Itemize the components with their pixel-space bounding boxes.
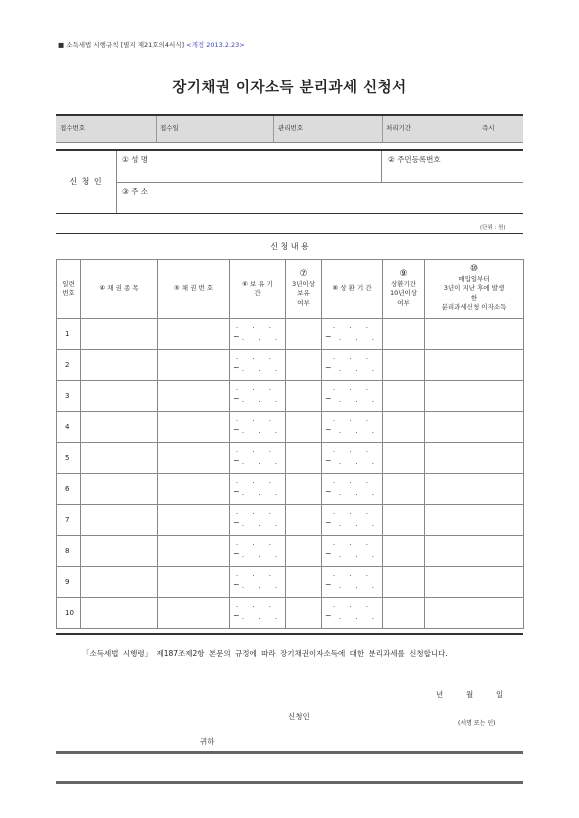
col-bond-number: ⑤ 채 권 번 호 <box>158 260 230 319</box>
separate-interest-cell[interactable] <box>425 536 524 567</box>
ten-year-cell[interactable] <box>383 381 425 412</box>
holding-period-cell[interactable]: · · · ~ · · · <box>230 443 286 474</box>
table-row <box>57 381 524 412</box>
three-year-cell[interactable] <box>286 598 322 629</box>
page-title: 장기채권 이자소득 분리과세 신청서 <box>172 80 407 96</box>
row-number: 6 <box>57 474 81 505</box>
applicant-section-label: 신 청 인 <box>69 177 103 186</box>
three-year-cell[interactable] <box>286 381 322 412</box>
receipt-info-bar <box>56 114 523 143</box>
three-year-cell[interactable] <box>286 536 322 567</box>
form-reference-text: ■ 소득세법 시행규칙 [별지 제21호의4서식] <box>58 41 187 49</box>
receipt-number-label: 접수번호 <box>60 124 86 132</box>
row-number: 8 <box>57 536 81 567</box>
col-serial-number: 일련 번호 <box>57 260 81 319</box>
bond-type-cell[interactable] <box>81 443 158 474</box>
bond-number-cell[interactable] <box>158 443 230 474</box>
separate-interest-cell[interactable] <box>425 567 524 598</box>
address-field-label[interactable]: ③ 주 소 <box>122 187 148 196</box>
three-year-cell[interactable] <box>286 474 322 505</box>
holding-period-cell[interactable]: · · · ~ · · · <box>230 536 286 567</box>
holding-period-cell[interactable]: · · · ~ · · · <box>230 598 286 629</box>
holding-period-cell[interactable]: · · · ~ · · · <box>230 412 286 443</box>
separate-interest-cell[interactable] <box>425 412 524 443</box>
redemption-period-cell[interactable]: · · · ~ · · · <box>322 598 383 629</box>
holding-period-cell[interactable]: · · · ~ · · · <box>230 505 286 536</box>
ten-year-cell[interactable] <box>383 319 425 350</box>
row-number: 5 <box>57 443 81 474</box>
separate-interest-cell[interactable] <box>425 505 524 536</box>
col-holding-period: ⑥ 보 유 기 간 <box>230 260 286 319</box>
application-statement: 「소득세법 시행령」 제187조제2항 본문의 규정에 따라 장기채권이자소득에 대한 분리과세를 신청합니다. <box>82 649 448 658</box>
month-label[interactable]: 월 <box>466 690 474 699</box>
ten-year-cell[interactable] <box>383 536 425 567</box>
three-year-cell[interactable] <box>286 412 322 443</box>
bond-number-cell[interactable] <box>158 567 230 598</box>
rule <box>56 233 523 234</box>
signature-note[interactable]: (서명 또는 인) <box>458 720 496 727</box>
table-row <box>57 474 524 505</box>
bond-details-table <box>56 259 524 629</box>
bond-number-cell[interactable] <box>158 598 230 629</box>
row-number: 10 <box>57 598 81 629</box>
holding-period-cell[interactable]: · · · ~ · · · <box>230 319 286 350</box>
divider <box>382 116 383 142</box>
three-year-cell[interactable] <box>286 505 322 536</box>
table-row <box>57 412 524 443</box>
ten-year-cell[interactable] <box>383 474 425 505</box>
bond-number-cell[interactable] <box>158 505 230 536</box>
bond-type-cell[interactable] <box>81 381 158 412</box>
bond-type-cell[interactable] <box>81 567 158 598</box>
table-row <box>57 536 524 567</box>
row-number: 4 <box>57 412 81 443</box>
signer-label: 신청인 <box>288 712 310 721</box>
unit-note: (단위 : 원) <box>480 225 506 231</box>
bond-type-cell[interactable] <box>81 505 158 536</box>
redemption-period-cell[interactable]: · · · ~ · · · <box>322 350 383 381</box>
processing-period-value: 즉시 <box>482 124 495 132</box>
table-row <box>57 443 524 474</box>
bond-type-cell[interactable] <box>81 350 158 381</box>
holding-period-cell[interactable]: · · · ~ · · · <box>230 474 286 505</box>
bond-number-cell[interactable] <box>158 381 230 412</box>
processing-period-label: 처리기간 <box>386 124 412 132</box>
ten-year-cell[interactable] <box>383 505 425 536</box>
bond-number-cell[interactable] <box>158 536 230 567</box>
divider <box>273 116 274 142</box>
addressee-label: 귀하 <box>200 737 215 746</box>
col-three-year-holding: ⑦ 3년이상 보유 여부 <box>286 260 322 319</box>
bond-number-cell[interactable] <box>158 350 230 381</box>
receipt-date-label: 접수일 <box>160 124 179 132</box>
separate-interest-cell[interactable] <box>425 381 524 412</box>
rule <box>56 213 523 214</box>
bond-number-cell[interactable] <box>158 474 230 505</box>
row-number: 7 <box>57 505 81 536</box>
separate-interest-cell[interactable] <box>425 598 524 629</box>
redemption-period-cell[interactable]: · · · ~ · · · <box>322 474 383 505</box>
separate-interest-cell[interactable] <box>425 443 524 474</box>
redemption-period-cell[interactable]: · · · ~ · · · <box>322 381 383 412</box>
bond-type-cell[interactable] <box>81 319 158 350</box>
ten-year-cell[interactable] <box>383 350 425 381</box>
rule <box>56 751 523 754</box>
col-bond-type: ④ 채 권 종 목 <box>81 260 158 319</box>
details-title: 신 청 내 용 <box>270 242 309 251</box>
rule <box>116 182 523 183</box>
holding-period-cell[interactable]: · · · ~ · · · <box>230 350 286 381</box>
separate-interest-cell[interactable] <box>425 319 524 350</box>
three-year-cell[interactable] <box>286 443 322 474</box>
three-year-cell[interactable] <box>286 350 322 381</box>
divider <box>381 151 382 182</box>
ten-year-cell[interactable] <box>383 443 425 474</box>
rule <box>56 149 523 151</box>
row-number: 9 <box>57 567 81 598</box>
bond-type-cell[interactable] <box>81 598 158 629</box>
ten-year-cell[interactable] <box>383 598 425 629</box>
rule <box>56 633 523 635</box>
redemption-period-cell[interactable]: · · · ~ · · · <box>322 567 383 598</box>
redemption-period-cell[interactable]: · · · ~ · · · <box>322 319 383 350</box>
name-field-label[interactable]: ① 성 명 <box>122 155 148 164</box>
ten-year-cell[interactable] <box>383 567 425 598</box>
holding-period-cell[interactable]: · · · ~ · · · <box>230 381 286 412</box>
col-separate-taxation-interest: ⑩ 매입일부터 3년이 지난 후에 발생 한 분리과세신청 이자소득 <box>425 260 524 319</box>
three-year-cell[interactable] <box>286 319 322 350</box>
table-row <box>57 505 524 536</box>
redemption-period-cell[interactable]: · · · ~ · · · <box>322 443 383 474</box>
management-number-label: 관리번호 <box>278 124 304 132</box>
resident-number-field-label[interactable]: ② 주민등록번호 <box>388 155 441 164</box>
bond-number-cell[interactable] <box>158 412 230 443</box>
day-label[interactable]: 일 <box>496 690 504 699</box>
table-row <box>57 319 524 350</box>
col-ten-year-redemption: ⑨ 상환기간 10년이상 여부 <box>383 260 425 319</box>
rule <box>56 781 523 784</box>
separate-interest-cell[interactable] <box>425 350 524 381</box>
bond-type-cell[interactable] <box>81 412 158 443</box>
separate-interest-cell[interactable] <box>425 474 524 505</box>
three-year-cell[interactable] <box>286 567 322 598</box>
table-header-row <box>57 260 524 319</box>
redemption-period-cell[interactable]: · · · ~ · · · <box>322 505 383 536</box>
year-label[interactable]: 년 <box>436 690 444 699</box>
redemption-period-cell[interactable]: · · · ~ · · · <box>322 412 383 443</box>
revision-date: <개정 2013.2.23> <box>186 41 245 49</box>
form-reference-note <box>58 40 245 49</box>
row-number: 2 <box>57 350 81 381</box>
table-row <box>57 567 524 598</box>
bond-type-cell[interactable] <box>81 474 158 505</box>
bond-number-cell[interactable] <box>158 319 230 350</box>
ten-year-cell[interactable] <box>383 412 425 443</box>
table-row <box>57 598 524 629</box>
table-row <box>57 350 524 381</box>
holding-period-cell[interactable]: · · · ~ · · · <box>230 567 286 598</box>
row-number: 3 <box>57 381 81 412</box>
row-number: 1 <box>57 319 81 350</box>
bond-type-cell[interactable] <box>81 536 158 567</box>
redemption-period-cell[interactable]: · · · ~ · · · <box>322 536 383 567</box>
col-redemption-period: ⑧ 상 환 기 간 <box>322 260 383 319</box>
divider <box>156 116 157 142</box>
